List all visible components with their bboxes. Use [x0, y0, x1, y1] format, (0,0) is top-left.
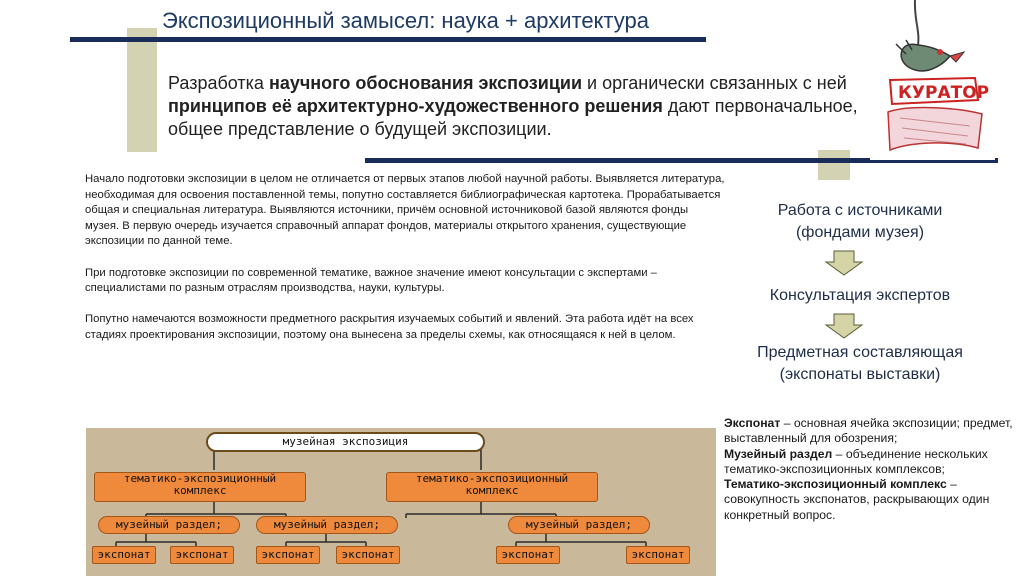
flow-step-objects	[718, 342, 1002, 386]
body-paragraph-2: При подготовке экспозиции по современной тематике, важное значение имеют консультации с экспертами – специалистами по разным отраслям производства, науки, культуры.	[85, 266, 657, 295]
definition-section	[724, 447, 1024, 478]
flow-step-objects-line1: Предметная составляющая	[757, 344, 963, 361]
diagram-node-complex-line1: тематико-экспозиционный	[123, 472, 277, 485]
flow-arrow-down-icon	[824, 313, 864, 339]
body-paragraph-1: Начало подготовки экспозиции в целом не отличается от первых этапов любой научной работы. Выявляется литература, необходимая для освоения поставленной темы, попутно составляется библиографическая картотека. Прорабатывается общая и специальная литература. Выявляются источники, причём основной источниковой базой являются фонды музея. В первую очередь изучается справочный аппарат фондов, материалы открытого хранения, существующие экспозиции по данной теме.	[85, 173, 725, 248]
flow-step-objects-line2: (экспонаты выставки)	[779, 366, 941, 383]
slide-title: Экспозиционный замысел: наука + архитектура	[162, 8, 649, 33]
body-paragraph-3: Попутно намечаются возможности предметного раскрытия изучаемых событий и явлений. Эта работа идёт на всех стадиях проектирования экспозиции, поэтому она вынесена за пределы схемы, как относящаяся к ней в целом.	[85, 313, 694, 341]
diagram-node-section: музейный раздел;	[508, 516, 650, 534]
diagram-node-complex-line2: комплекс	[465, 484, 519, 497]
definition-complex	[724, 477, 1024, 523]
intro-text-1: Разработка	[168, 73, 269, 93]
diagram-node-complex	[386, 472, 598, 502]
exposition-hierarchy-diagram	[86, 428, 716, 576]
definition-term: Тематико-экспозиционный комплекс	[724, 477, 947, 492]
diagram-node-section: музейный раздел;	[256, 516, 398, 534]
accent-bar-right	[818, 150, 850, 180]
diagram-node-exhibit: экспонат	[496, 546, 560, 564]
intro-text-2: и органически связанных с ней	[582, 73, 847, 93]
title-rule-top	[70, 37, 706, 42]
intro-paragraph	[168, 72, 868, 141]
flow-step-sources-line2: (фондами музея)	[795, 224, 925, 241]
diagram-node-exhibit: экспонат	[336, 546, 400, 564]
accent-bar-left	[127, 28, 157, 152]
kurator-logo	[870, 0, 995, 160]
intro-text-3: дают первоначальное, общее представление о будущей экспозиции.	[168, 96, 858, 139]
diagram-node-complex-line1: тематико-экспозиционный	[415, 472, 569, 485]
definition-term: Музейный раздел	[724, 446, 833, 461]
definition-text: – совокупность экспонатов, раскрывающих один конкретный вопрос.	[724, 477, 990, 522]
diagram-node-exhibit: экспонат	[626, 546, 690, 564]
diagram-node-complex-line2: комплекс	[173, 484, 227, 497]
logo-name: КУРАТОР	[898, 83, 990, 103]
definition-text: – объединение нескольких тематико-экспозиционных комплексов;	[724, 446, 988, 476]
diagram-node-exhibit: экспонат	[92, 546, 156, 564]
diagram-node-complex	[94, 472, 306, 502]
definition-exhibit	[724, 416, 1024, 447]
intro-bold-2: принципов её архитектурно-художественного решения	[168, 96, 663, 116]
definition-term: Экспонат	[724, 416, 781, 430]
diagram-node-exposition: музейная экспозиция	[206, 432, 485, 452]
diagram-node-exhibit: экспонат	[256, 546, 320, 564]
diagram-node-section: музейный раздел;	[98, 516, 240, 534]
flow-arrow-down-icon	[824, 250, 864, 276]
kurator-logo-image	[870, 0, 995, 160]
body-text	[85, 172, 725, 359]
definitions	[724, 416, 1024, 523]
flow-step-sources	[730, 200, 990, 244]
intro-bold-1: научного обоснования экспозиции	[268, 73, 583, 93]
flow-step-experts: Консультация экспертов	[769, 287, 951, 304]
definition-text: – основная ячейка экспозиции; предмет, выставленный для обозрения;	[724, 416, 1013, 446]
flow-step-sources-line1: Работа с источниками	[777, 202, 943, 219]
diagram-node-exhibit: экспонат	[170, 546, 234, 564]
